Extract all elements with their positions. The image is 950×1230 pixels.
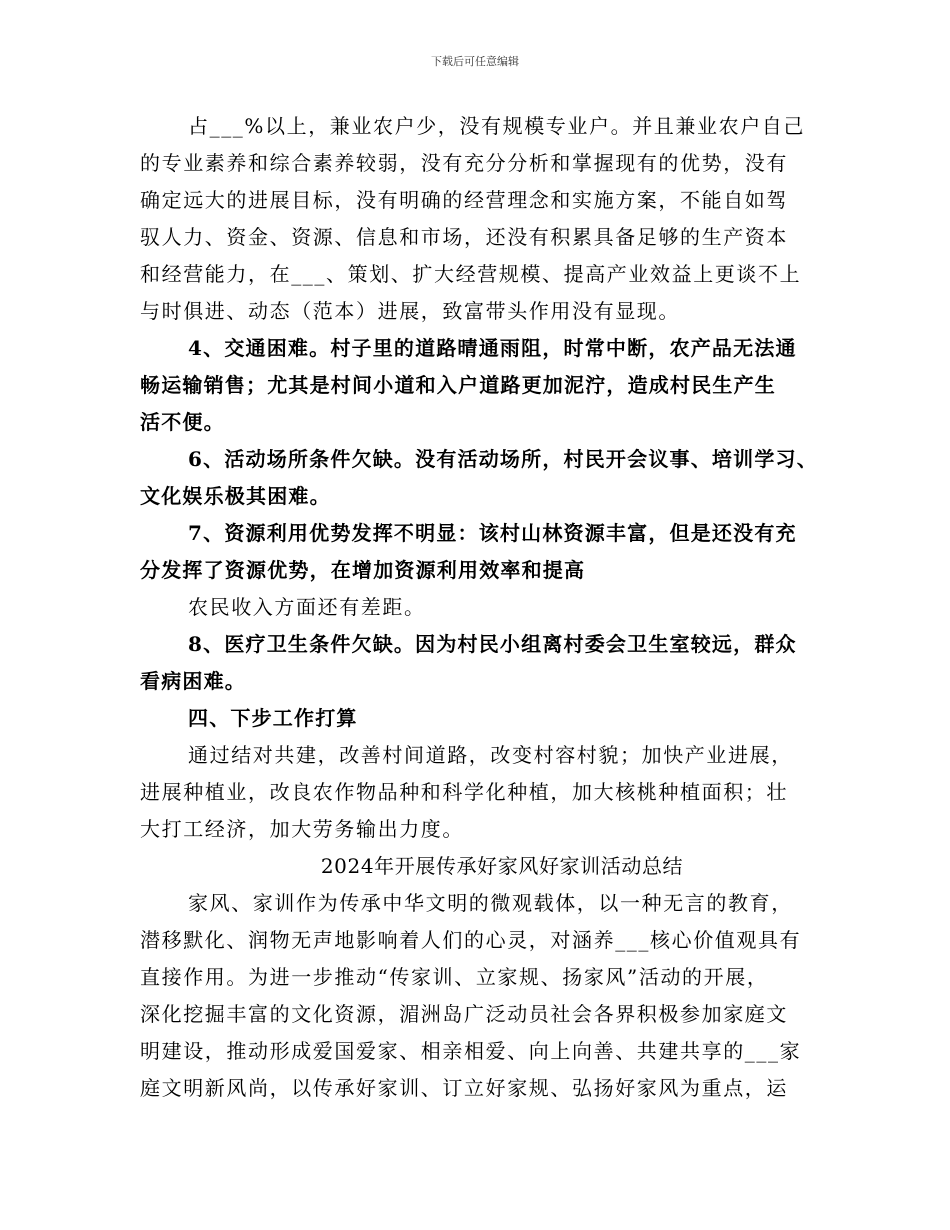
paragraph-line: 的专业素养和综合素养较弱，没有充分分析和掌握现有的优势，没有 [140,151,788,175]
document-body [140,108,830,1107]
bold-item-line: 活不便。 [140,410,225,434]
bold-item-line: 文化娱乐极其困难。 [140,484,331,508]
paragraph-line: 占___%以上，兼业农户少，没有规模专业户。并且兼业农户自己 [188,114,806,138]
paragraph-line: 大打工经济，加大劳务输出力度。 [140,817,464,841]
paragraph-line: 与时俱进、动态（范本）进展，致富带头作用没有显现。 [140,299,680,323]
document-title: 2024年开展传承好家风好家训活动总结 [320,854,684,878]
paragraph-line: 进展种植业，改良农作物品种和科学化种植，加大核桃种植面积；壮 [140,780,788,804]
bold-item-line: 分发挥了资源优势，在增加资源利用效率和提高 [140,558,586,582]
bold-item-line: 畅运输销售；尤其是村间小道和入户道路更加泥泞，造成村民生产生 [140,373,776,397]
paragraph-line: 明建设，推动形成爱国爱家、相亲相爱、向上向善、共建共享的___家 [140,1039,802,1063]
paragraph-line: 和经营能力，在___、策划、扩大经营规模、提高产业效益上更谈不上 [140,262,802,286]
page-header: 下载后可任意编辑 [431,55,519,68]
bold-item-line: 8、医疗卫生条件欠缺。因为村民小组离村委会卫生室较远，群众 [188,632,797,656]
paragraph-line: 深化挖掘丰富的文化资源，湄洲岛广泛动员社会各界积极参加家庭文 [140,1002,788,1026]
paragraph-line: 直接作用。为进一步推动“传家训、立家规、扬家风”活动的开展， [140,965,769,989]
paragraph-line: 潜移默化、润物无声地影响着人们的心灵，对涵养___核心价值观具有 [140,928,802,952]
section-heading: 四、下步工作打算 [188,706,358,730]
bold-item-line: 看病困难。 [140,669,246,693]
bold-item-line: 7、资源利用优势发挥不明显：该村山林资源丰富，但是还没有充 [188,521,797,545]
paragraph-line: 家风、家训作为传承中华文明的微观载体，以一种无言的教育， [188,891,793,915]
paragraph-line: 确定远大的进展目标，没有明确的经营理念和实施方案，不能自如驾 [140,188,788,212]
paragraph-line: 庭文明新风尚，以传承好家训、订立好家规、弘扬好家风为重点，运 [140,1076,788,1100]
paragraph-line: 驭人力、资金、资源、信息和市场，还没有积累具备足够的生产资本 [140,225,788,249]
paragraph-line: 农民收入方面还有差距。 [188,595,426,619]
bold-item-line: 6、活动场所条件欠缺。没有活动场所，村民开会议事、培训学习、 [188,447,818,471]
paragraph-line: 通过结对共建，改善村间道路，改变村容村貌；加快产业进展， [188,743,793,767]
bold-item-line: 4、交通困难。村子里的道路晴通雨阻，时常中断，农产品无法通 [188,336,797,360]
